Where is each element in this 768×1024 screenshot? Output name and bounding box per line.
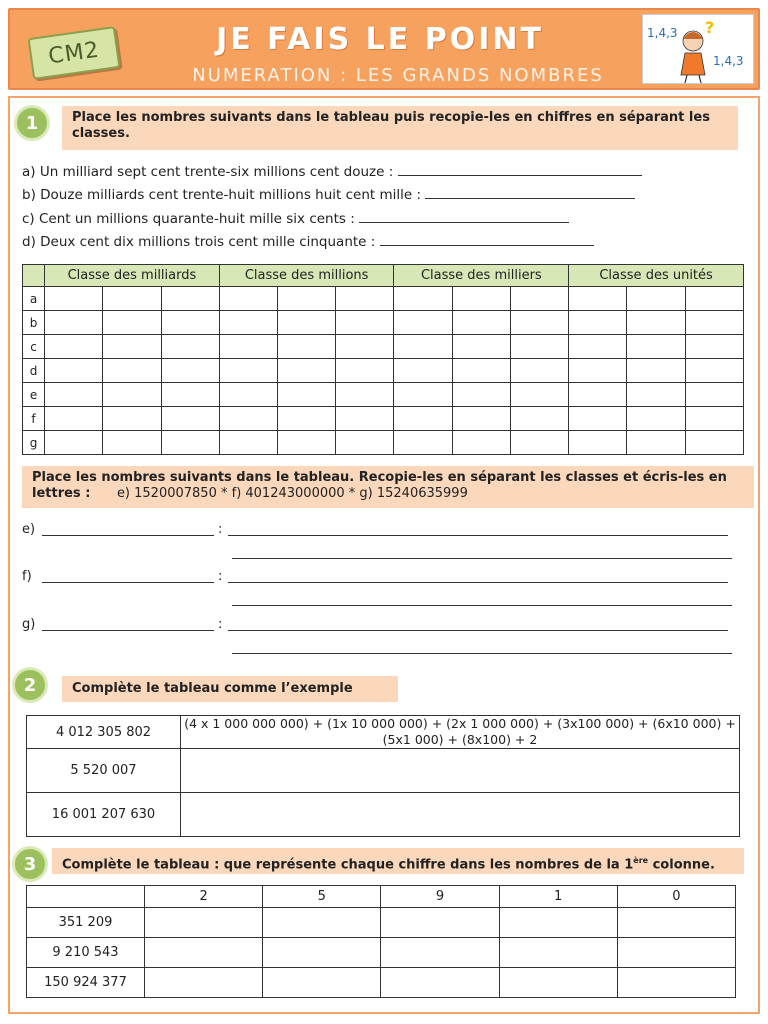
digit-cell[interactable] <box>685 359 743 383</box>
digit-cell[interactable] <box>219 407 277 431</box>
digit-cell[interactable] <box>452 287 510 311</box>
digit-cell[interactable] <box>394 359 452 383</box>
colon: : <box>218 617 223 632</box>
girl-mascot-icon <box>643 15 755 85</box>
words-answer-line[interactable] <box>228 582 728 583</box>
digit-cell[interactable] <box>45 311 103 335</box>
number-cell: 150 924 377 <box>27 968 145 998</box>
answer-cell[interactable] <box>145 908 263 938</box>
digit-cell[interactable] <box>45 407 103 431</box>
digit-cell[interactable] <box>161 431 219 455</box>
digit-cell[interactable] <box>510 335 568 359</box>
digit-cell[interactable] <box>627 335 685 359</box>
digit-cell[interactable] <box>569 431 627 455</box>
digit-cell[interactable] <box>685 287 743 311</box>
mascot-illustration <box>642 14 754 84</box>
digit-cell[interactable] <box>452 359 510 383</box>
answer-cell[interactable] <box>617 968 735 998</box>
digit-cell[interactable] <box>452 407 510 431</box>
page-title: JE FAIS LE POINT <box>216 22 544 57</box>
digit-cell[interactable] <box>569 287 627 311</box>
header-milliers: Classe des milliers <box>394 265 569 287</box>
digit-cell[interactable] <box>103 335 161 359</box>
answer-cell[interactable] <box>145 968 263 998</box>
exercise-1-instruction: Place les nombres suivants dans le tableau puis recopie-les en chiffres en séparant les classes. <box>62 106 738 150</box>
digit-cell[interactable] <box>685 311 743 335</box>
table-row <box>27 908 736 938</box>
digit-cell[interactable] <box>336 407 394 431</box>
digit-cell[interactable] <box>103 311 161 335</box>
letter-label: f) <box>22 569 32 584</box>
digit-cell[interactable] <box>627 359 685 383</box>
digit-cell[interactable] <box>103 287 161 311</box>
digit-cell[interactable] <box>45 335 103 359</box>
decomposition-table <box>26 715 740 837</box>
digit-cell[interactable] <box>161 311 219 335</box>
digit-value-table-body <box>27 908 736 998</box>
digit-cell[interactable] <box>685 431 743 455</box>
exercise-3-badge: 3 <box>12 846 48 882</box>
table-row <box>23 359 744 383</box>
answer-cell[interactable] <box>499 908 617 938</box>
table-row <box>23 407 744 431</box>
digit-cell[interactable] <box>219 359 277 383</box>
digit-cell[interactable] <box>161 335 219 359</box>
answer-cell[interactable] <box>145 938 263 968</box>
number-answer-line[interactable] <box>42 630 214 631</box>
digit-cell[interactable] <box>394 431 452 455</box>
answer-cell[interactable] <box>381 938 499 968</box>
digit-cell[interactable] <box>627 407 685 431</box>
digit-cell[interactable] <box>161 287 219 311</box>
digit-cell[interactable] <box>569 407 627 431</box>
row-label: b <box>23 311 45 335</box>
digit-cell[interactable] <box>685 383 743 407</box>
table-row <box>27 793 740 837</box>
number-cell: 9 210 543 <box>27 938 145 968</box>
words-answer-line[interactable] <box>232 605 732 606</box>
question-c: c) Cent un millions quarante-huit mille six cents : <box>22 211 569 227</box>
digit-cell[interactable] <box>569 359 627 383</box>
digit-cell[interactable] <box>103 359 161 383</box>
table-row <box>27 968 736 998</box>
digit-cell[interactable] <box>161 359 219 383</box>
row-label: d <box>23 359 45 383</box>
colon: : <box>218 522 223 537</box>
letter-label: e) <box>22 522 36 537</box>
table-row <box>27 716 740 749</box>
row-label: g <box>23 431 45 455</box>
digit-cell[interactable] <box>627 311 685 335</box>
digit-cell[interactable] <box>510 383 568 407</box>
answer-cell[interactable] <box>263 908 381 938</box>
column-header: 1 <box>499 886 617 908</box>
answer-cell[interactable] <box>381 908 499 938</box>
table-row <box>23 383 744 407</box>
column-header: 5 <box>263 886 381 908</box>
digit-cell[interactable] <box>627 287 685 311</box>
digit-cell[interactable] <box>336 359 394 383</box>
exercise-3-instruction: Complète le tableau : que représente chaque chiffre dans les nombres de la 1ère colonne. <box>52 848 744 874</box>
answer-line-d[interactable] <box>380 234 594 246</box>
digit-cell[interactable] <box>627 383 685 407</box>
digit-cell[interactable] <box>278 311 336 335</box>
digit-cell[interactable] <box>569 383 627 407</box>
digit-cell[interactable] <box>336 287 394 311</box>
digit-cell[interactable] <box>45 359 103 383</box>
answer-cell[interactable] <box>617 908 735 938</box>
column-header: 2 <box>145 886 263 908</box>
digit-cell[interactable] <box>161 407 219 431</box>
table-row <box>27 938 736 968</box>
row-label: a <box>23 287 45 311</box>
digit-cell[interactable] <box>219 311 277 335</box>
digit-cell[interactable] <box>510 287 568 311</box>
digit-cell[interactable] <box>510 311 568 335</box>
exercise-1-badge: 1 <box>14 105 50 141</box>
header-unites: Classe des unités <box>569 265 744 287</box>
classes-table-body <box>23 287 744 455</box>
digit-cell[interactable] <box>685 335 743 359</box>
header-banner <box>8 8 760 90</box>
answer-line-c[interactable] <box>359 211 569 223</box>
letter-label: g) <box>22 617 36 632</box>
number-cell: 16 001 207 630 <box>27 793 181 837</box>
mascot-number-right: 1,4,3 <box>713 54 744 68</box>
digit-cell[interactable] <box>627 431 685 455</box>
digit-cell[interactable] <box>394 335 452 359</box>
digit-cell[interactable] <box>452 311 510 335</box>
mascot-question-mark: ? <box>705 18 715 37</box>
digit-cell[interactable] <box>219 431 277 455</box>
column-header: 0 <box>617 886 735 908</box>
digit-cell[interactable] <box>394 407 452 431</box>
digit-cell[interactable] <box>103 383 161 407</box>
answer-cell[interactable] <box>499 968 617 998</box>
decomposition-cell: (4 x 1 000 000 000) + (1x 10 000 000) + (2x 1 000 000) + (3x100 000) + (6x10 000) + (5x1 000) + (8x100) + 2 <box>181 716 740 749</box>
table-row <box>23 287 744 311</box>
words-answer-line[interactable] <box>232 653 732 654</box>
words-answer-line[interactable] <box>228 535 728 536</box>
exercise-1b-instruction: Place les nombres suivants dans le tableau. Recopie-les en séparant les classes et écris-les en lettres : e) 1520007850 * f) 401243000000 * g) 15240635999 <box>22 466 754 508</box>
digit-cell[interactable] <box>394 287 452 311</box>
decomposition-answer-cell[interactable] <box>181 793 740 837</box>
digit-cell[interactable] <box>510 359 568 383</box>
mascot-number-left: 1,4,3 <box>647 26 678 40</box>
digit-value-table <box>26 885 736 998</box>
number-cell: 4 012 305 802 <box>27 716 181 749</box>
digit-cell[interactable] <box>219 335 277 359</box>
digit-cell[interactable] <box>278 383 336 407</box>
answer-line-a[interactable] <box>398 164 642 176</box>
digit-cell[interactable] <box>452 383 510 407</box>
classes-table <box>22 264 744 455</box>
digit-cell[interactable] <box>336 383 394 407</box>
digit-cell[interactable] <box>510 431 568 455</box>
table-row <box>27 749 740 793</box>
digit-cell[interactable] <box>569 311 627 335</box>
digit-cell[interactable] <box>394 383 452 407</box>
digit-cell[interactable] <box>45 383 103 407</box>
digit-cell[interactable] <box>219 383 277 407</box>
page-subtitle: NUMERATION : LES GRANDS NOMBRES <box>192 65 604 86</box>
digit-cell[interactable] <box>452 335 510 359</box>
table-row <box>23 311 744 335</box>
question-a: a) Un milliard sept cent trente-six millions cent douze : <box>22 164 642 180</box>
digit-cell[interactable] <box>103 431 161 455</box>
exercise-2-badge: 2 <box>12 667 48 703</box>
digit-cell[interactable] <box>278 431 336 455</box>
words-answer-line[interactable] <box>232 558 732 559</box>
digit-cell[interactable] <box>278 287 336 311</box>
digit-cell[interactable] <box>336 431 394 455</box>
digit-cell[interactable] <box>569 335 627 359</box>
digit-cell[interactable] <box>103 407 161 431</box>
number-cell: 351 209 <box>27 908 145 938</box>
row-label: e <box>23 383 45 407</box>
colon: : <box>218 569 223 584</box>
numbers-to-place: e) 1520007850 * f) 401243000000 * g) 15240635999 <box>116 486 468 501</box>
answer-cell[interactable] <box>499 938 617 968</box>
digit-cell[interactable] <box>278 407 336 431</box>
digit-cell[interactable] <box>45 287 103 311</box>
digit-cell[interactable] <box>278 359 336 383</box>
words-answer-line[interactable] <box>228 630 728 631</box>
digit-cell[interactable] <box>278 335 336 359</box>
digit-cell[interactable] <box>219 287 277 311</box>
row-label: c <box>23 335 45 359</box>
number-answer-line[interactable] <box>42 582 214 583</box>
digit-cell[interactable] <box>161 383 219 407</box>
digit-cell[interactable] <box>336 311 394 335</box>
table-row <box>23 335 744 359</box>
digit-cell[interactable] <box>452 431 510 455</box>
answer-cell[interactable] <box>263 938 381 968</box>
column-header: 9 <box>381 886 499 908</box>
row-label: f <box>23 407 45 431</box>
exercise-2-instruction: Complète le tableau comme l’exemple <box>62 676 398 702</box>
question-d: d) Deux cent dix millions trois cent mille cinquante : <box>22 234 594 250</box>
digit-cell[interactable] <box>394 311 452 335</box>
level-badge: CM2 <box>28 26 121 80</box>
digit-cell[interactable] <box>510 407 568 431</box>
digit-cell[interactable] <box>45 431 103 455</box>
number-answer-line[interactable] <box>42 535 214 536</box>
answer-cell[interactable] <box>263 968 381 998</box>
decomposition-answer-cell[interactable] <box>181 749 740 793</box>
header-millions: Classe des millions <box>219 265 394 287</box>
number-cell: 5 520 007 <box>27 749 181 793</box>
answer-cell[interactable] <box>617 938 735 968</box>
digit-cell[interactable] <box>336 335 394 359</box>
digit-cell[interactable] <box>685 407 743 431</box>
answer-line-b[interactable] <box>425 187 635 199</box>
table-row <box>23 431 744 455</box>
question-b: b) Douze milliards cent trente-huit millions huit cent mille : <box>22 187 635 203</box>
header-milliards: Classe des milliards <box>45 265 220 287</box>
answer-cell[interactable] <box>381 968 499 998</box>
